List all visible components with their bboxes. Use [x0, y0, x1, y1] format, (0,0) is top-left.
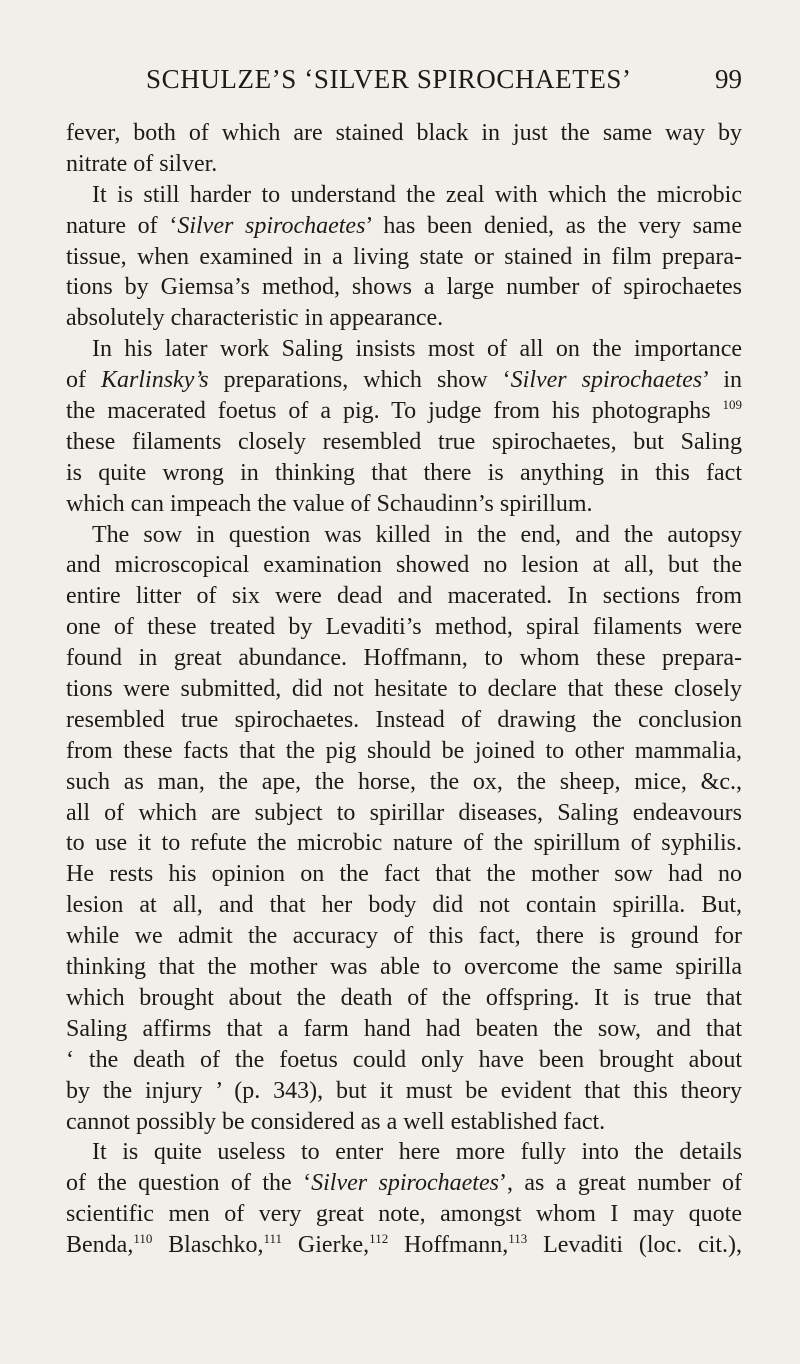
- text-run: the macerated foetus of a pig. To judge from his photographs: [66, 398, 711, 425]
- author-name: Hoffmann,: [388, 1232, 509, 1259]
- text-line: which can impeach the value of Schaudinn’s spirillum.: [66, 490, 593, 517]
- footnote-ref: 109: [722, 397, 742, 413]
- text-line: tions were submitted, did not hesitate to declare that these closely: [66, 676, 742, 703]
- text-line: fever, both of which are stained black in just the same way by: [66, 120, 742, 146]
- text-line: He rests his opinion on the fact that the mother sow had no: [66, 861, 742, 888]
- running-title: SCHULZE’S ‘SILVER SPIROCHAETES’: [146, 64, 632, 94]
- text-run: ’ has been denied, as the very same: [365, 212, 742, 239]
- text-line: lesion at all, and that her body did not contain spirilla. But,: [66, 892, 742, 919]
- text-line: The sow in question was killed in the end, and the autopsy: [92, 521, 742, 548]
- author-name: Levaditi (loc. cit.),: [527, 1232, 742, 1259]
- text-line: ‘ the death of the foetus could only have been brought about: [66, 1046, 742, 1073]
- text-line: scientific men of very great note, amongst whom I may quote: [66, 1201, 742, 1228]
- text-line: It is quite useless to enter here more fully into the details: [92, 1139, 742, 1166]
- text-line: [66, 1168, 742, 1199]
- text-line: absolutely characteristic in appearance.: [66, 305, 444, 332]
- text-line: such as man, the ape, the horse, the ox, the sheep, mice, &c.,: [66, 768, 742, 795]
- italic-term: Karlinsky’s: [101, 367, 209, 394]
- text-line: entire litter of six were dead and macerated. In sections from: [66, 583, 742, 610]
- running-head: [66, 64, 742, 104]
- text-line: resembled true spirochaetes. Instead of drawing the conclusion: [66, 706, 742, 733]
- text-line: Saling affirms that a farm hand had beaten the sow, and that: [66, 1015, 742, 1042]
- author-name: Benda,: [66, 1232, 134, 1259]
- text-line: is quite wrong in thinking that there is anything in this fact: [66, 459, 742, 486]
- text-line: [66, 396, 742, 427]
- text-line: thinking that the mother was able to overcome the same spirilla: [66, 954, 742, 981]
- text-run: of: [66, 367, 102, 394]
- author-name: Gierke,: [282, 1232, 370, 1259]
- author-name: Blaschko,: [152, 1232, 264, 1259]
- italic-term: Silver spirochaetes: [177, 212, 366, 239]
- text-line: tissue, when examined in a living state or stained in film prepara-: [66, 243, 742, 270]
- italic-term: Silver spirochaetes: [311, 1170, 499, 1197]
- text-line: It is still harder to understand the zeal with which the microbic: [92, 181, 742, 208]
- text-line: and microscopical examination showed no lesion at all, but the: [66, 552, 742, 579]
- text-run: nature of ‘: [66, 212, 178, 239]
- text-line: nitrate of silver.: [66, 150, 218, 177]
- text-line: In his later work Saling insists most of all on the importance: [92, 336, 742, 363]
- text-line: tions by Giemsa’s method, shows a large number of spirochaetes: [66, 274, 742, 301]
- text-line: found in great abundance. Hoffmann, to whom these prepara-: [66, 645, 742, 672]
- text-line: [66, 1230, 742, 1261]
- text-run: ’ in: [702, 367, 742, 394]
- footnote-ref: 110: [133, 1231, 153, 1247]
- italic-term: Silver spirochaetes: [510, 367, 703, 394]
- text-line: all of which are subject to spirillar diseases, Saling endeavours: [66, 799, 742, 826]
- text-run: of the question of the ‘: [66, 1170, 312, 1197]
- text-line: one of these treated by Levaditi’s method, spiral filaments were: [66, 614, 742, 641]
- text-line: these filaments closely resembled true spirochaetes, but Saling: [66, 428, 742, 455]
- text-line: cannot possibly be considered as a well established fact.: [66, 1108, 606, 1135]
- page-number: 99: [715, 64, 742, 94]
- body-text: [66, 118, 742, 1261]
- text-line: while we admit the accuracy of this fact, there is ground for: [66, 923, 742, 950]
- text-line: which brought about the death of the offspring. It is true that: [66, 984, 742, 1011]
- text-line: from these facts that the pig should be joined to other mammalia,: [66, 737, 742, 764]
- text-line: [66, 211, 742, 242]
- text-line: to use it to refute the microbic nature of the spirillum of syphilis.: [66, 830, 742, 857]
- text-run: ’, as a great number of: [498, 1170, 742, 1197]
- text-run: preparations, which show ‘: [208, 367, 511, 394]
- text-line: [66, 365, 742, 396]
- text-line: by the injury ’ (p. 343), but it must be evident that this theory: [66, 1077, 742, 1104]
- footnote-ref: 111: [263, 1231, 283, 1247]
- footnote-ref: 113: [508, 1231, 528, 1247]
- footnote-ref: 112: [369, 1231, 389, 1247]
